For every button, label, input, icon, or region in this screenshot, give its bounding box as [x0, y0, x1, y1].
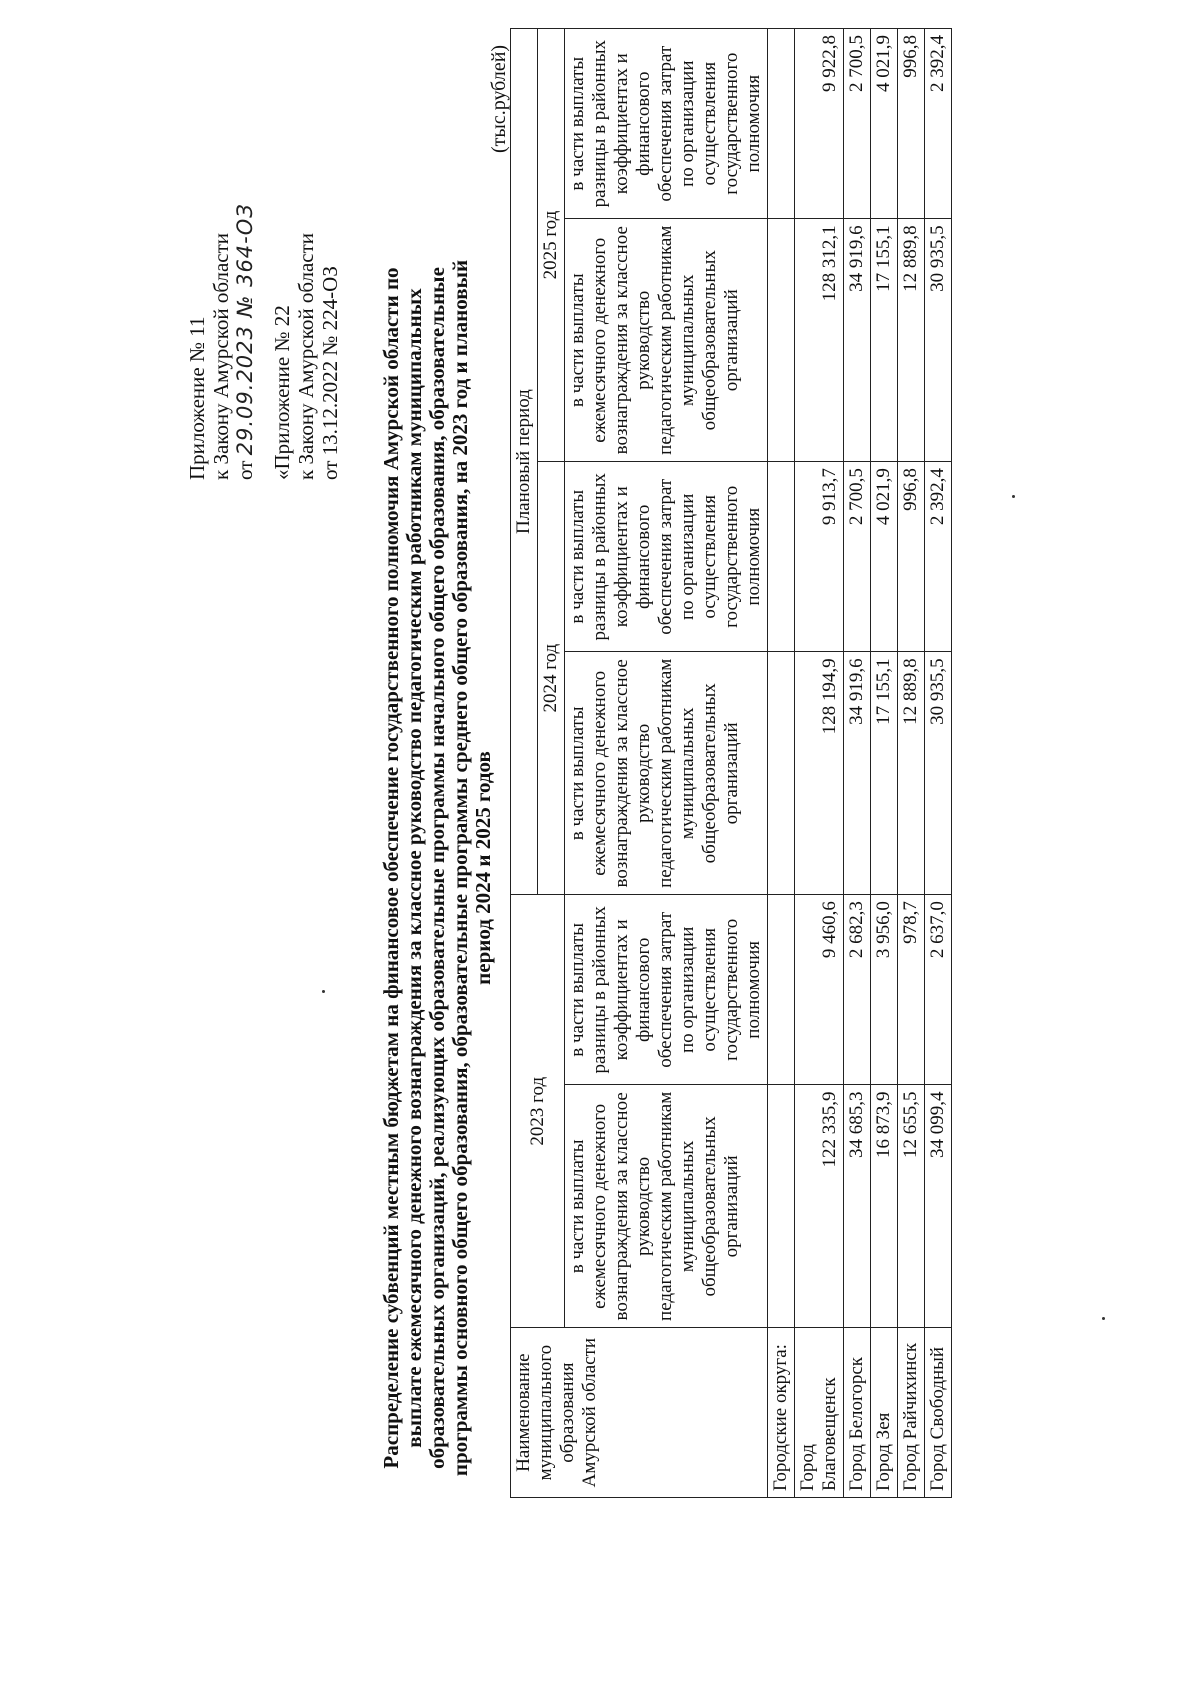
- empty-cell: [768, 462, 795, 652]
- scan-speck: [1012, 495, 1015, 498]
- value-2025-difference: 2 392,4: [925, 29, 952, 219]
- header-planned-period: Плановый период: [511, 29, 538, 895]
- header-2025-remuneration: в части выплаты ежемесячного денежного вознаграждения за классное руководство педагогическим работникам муниципальных общеобразовательных организаций: [565, 219, 768, 462]
- municipality-name: Город Райчихинск: [898, 1328, 925, 1498]
- value-2023-difference: 2 637,0: [925, 895, 952, 1085]
- title-line: выплате ежемесячного денежного вознаграждения за классное руководство педагогическим работникам муниципальных: [402, 288, 426, 1448]
- table-row: [898, 29, 925, 1498]
- value-2023-difference: 3 956,0: [871, 895, 898, 1085]
- header-row: [565, 29, 768, 1498]
- value-2024-difference: 4 021,9: [871, 462, 898, 652]
- header-year-2024: 2024 год: [538, 462, 565, 895]
- empty-cell: [768, 652, 795, 895]
- title-line: образовательных организаций, реализующих образовательные программы начального общего образования, образовательные: [425, 267, 449, 1469]
- municipality-name: Город Белогорск: [844, 1328, 871, 1498]
- header-row: [511, 29, 538, 1498]
- value-2024-difference: 996,8: [898, 462, 925, 652]
- value-2023-difference: 2 682,3: [844, 895, 871, 1085]
- value-2024-difference: 2 700,5: [844, 462, 871, 652]
- section-label: Городские округа:: [768, 1328, 795, 1498]
- appendix-11-date-line: [233, 203, 257, 480]
- header-2025-difference: в части выплаты разницы в районных коэффициентах и финансового обеспечения затрат по организации осуществления государственного полномочия: [565, 29, 768, 219]
- value-2025-difference: 4 021,9: [871, 29, 898, 219]
- table-row: [925, 29, 952, 1498]
- value-2024-remuneration: 34 919,6: [844, 652, 871, 895]
- value-2024-remuneration: 12 889,8: [898, 652, 925, 895]
- document-title: [380, 243, 495, 1493]
- header-year-2023: 2023 год: [511, 895, 565, 1328]
- value-2025-remuneration: 12 889,8: [898, 219, 925, 462]
- value-2025-remuneration: 34 919,6: [844, 219, 871, 462]
- value-2024-remuneration: 30 935,5: [925, 652, 952, 895]
- value-2023-difference: 9 460,6: [795, 895, 844, 1085]
- value-2025-difference: 996,8: [898, 29, 925, 219]
- appendix-11-date-prefix: от: [233, 460, 257, 480]
- value-2025-remuneration: 30 935,5: [925, 219, 952, 462]
- appendix-11-handwritten-date: 29.09.2023 № 364-ОЗ: [233, 203, 257, 456]
- municipality-name: Город Свободный: [925, 1328, 952, 1498]
- section-row: [768, 29, 795, 1498]
- table-row: [844, 29, 871, 1498]
- empty-cell: [768, 1085, 795, 1328]
- value-2023-remuneration: 34 685,3: [844, 1085, 871, 1328]
- title-line: период 2024 и 2025 годов: [471, 751, 495, 985]
- header-2024-difference: в части выплаты разницы в районных коэффициентах и финансового обеспечения затрат по организации осуществления государственного полномочия: [565, 462, 768, 652]
- subsidy-table: [510, 28, 952, 1498]
- table-row: [871, 29, 898, 1498]
- scan-speck: [1102, 1317, 1105, 1320]
- scan-speck: [322, 990, 325, 993]
- value-2023-remuneration: 122 335,9: [795, 1085, 844, 1328]
- value-2023-remuneration: 12 655,5: [898, 1085, 925, 1328]
- value-2023-remuneration: 16 873,9: [871, 1085, 898, 1328]
- header-2023-remuneration: в части выплаты ежемесячного денежного вознаграждения за классное руководство педагогическим работникам муниципальных общеобразовательных организаций: [565, 1085, 768, 1328]
- empty-cell: [768, 29, 795, 219]
- value-2025-remuneration: 128 312,1: [795, 219, 844, 462]
- appendix-22-date: от 13.12.2022 № 224-ОЗ: [318, 266, 342, 480]
- header-2024-remuneration: в части выплаты ежемесячного денежного вознаграждения за классное руководство педагогическим работникам муниципальных общеобразовательных организаций: [565, 652, 768, 895]
- table-row: [795, 29, 844, 1498]
- appendix-22-law: к Закону Амурской области: [294, 232, 318, 480]
- title-line: программы основного общего образования, образовательные программы среднего общего образования, на 2023 год и плановый: [448, 259, 472, 1477]
- empty-cell: [768, 219, 795, 462]
- header-2023-difference: в части выплаты разницы в районных коэффициентах и финансового обеспечения затрат по организации осуществления государственного полномочия: [565, 895, 768, 1085]
- municipality-name: Город Зея: [871, 1328, 898, 1498]
- value-2024-remuneration: 128 194,9: [795, 652, 844, 895]
- municipality-name: Город Благовещенск: [795, 1328, 844, 1498]
- value-2023-remuneration: 34 099,4: [925, 1085, 952, 1328]
- appendix-22-reference: [270, 233, 342, 480]
- value-2024-remuneration: 17 155,1: [871, 652, 898, 895]
- appendix-11-law: к Закону Амурской области: [209, 232, 233, 480]
- units-label: (тыс.рублей): [488, 44, 510, 153]
- appendix-11-reference: [185, 203, 257, 480]
- value-2023-difference: 978,7: [898, 895, 925, 1085]
- empty-cell: [768, 895, 795, 1085]
- value-2025-difference: 2 700,5: [844, 29, 871, 219]
- appendix-11-number: Приложение № 11: [185, 316, 209, 480]
- title-line: Распределение субвенций местным бюджетам на финансовое обеспечение государственного полномочия Амурской области по: [379, 267, 403, 1469]
- header-year-2025: 2025 год: [538, 29, 565, 462]
- header-municipality: Наименование муниципального образования Амурской области: [511, 1328, 768, 1498]
- appendix-22-number: «Приложение № 22: [270, 305, 294, 480]
- value-2025-difference: 9 922,8: [795, 29, 844, 219]
- value-2024-difference: 2 392,4: [925, 462, 952, 652]
- value-2025-remuneration: 17 155,1: [871, 219, 898, 462]
- value-2024-difference: 9 913,7: [795, 462, 844, 652]
